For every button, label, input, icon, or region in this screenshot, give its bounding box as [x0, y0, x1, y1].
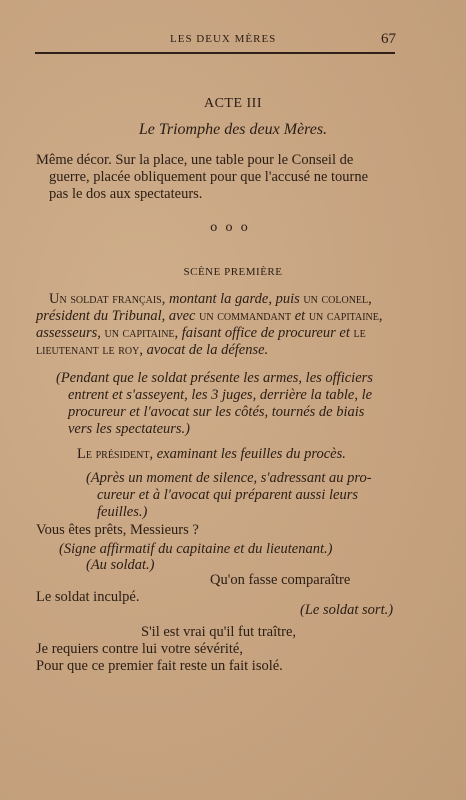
italic-text: assesseurs, — [36, 325, 105, 341]
dialogue-line: Pour que ce premier fait reste un fait isolé. — [36, 658, 283, 674]
stage-direction-line: (Au soldat.) — [86, 557, 155, 573]
running-header — [0, 31, 466, 49]
small-caps-text: un commandant — [199, 308, 295, 324]
stage-direction-line: procureur et l'avocat sur les côtés, tournés de biais — [68, 404, 365, 420]
stage-direction-line: (Le soldat sort.) — [300, 602, 394, 618]
stage-direction-line: (Pendant que le soldat présente les armes, les officiers — [56, 370, 373, 386]
small-caps-text: Un soldat français, — [49, 291, 169, 307]
ornament-separator: ooo — [210, 220, 256, 234]
small-caps-text: un capitaine, — [308, 308, 383, 324]
stage-direction-line: vers les spectateurs.) — [68, 421, 191, 437]
dialogue-line: Vous êtes prêts, Messieurs ? — [36, 522, 199, 538]
dialogue-line: Le soldat inculpé. — [36, 589, 140, 605]
decor-line: Même décor. Sur la place, une table pour le Conseil de — [36, 152, 354, 168]
stage-direction-line: feuilles.) — [97, 504, 148, 520]
decor-line: guerre, placée obliquement pour que l'accusé ne tourne — [49, 169, 369, 185]
speaker-line — [77, 446, 346, 463]
italic-text: examinant les feuilles du procès. — [156, 446, 346, 462]
small-caps-text: le — [353, 325, 366, 341]
stage-direction-line: (Après un moment de silence, s'adressant au pro- — [86, 470, 372, 486]
small-caps-text: lieutenant le roy, — [36, 342, 147, 358]
stage-direction-line: (Signe affirmatif du capitaine et du lieutenant.) — [59, 541, 333, 557]
cast-line — [36, 308, 382, 325]
act-subtitle: Le Triomphe des deux Mères. — [138, 121, 328, 138]
cast-line — [49, 291, 372, 308]
small-caps-text: Le président, — [77, 446, 157, 462]
page-number: 67 — [381, 31, 396, 47]
italic-text: montant la garde, puis — [169, 291, 304, 307]
stage-direction-line: entrent et s'asseyent, les 3 juges, derrière la table, le — [68, 387, 373, 403]
act-title: ACTE III — [203, 96, 263, 111]
running-title: LES DEUX MÈRES — [170, 33, 277, 45]
dialogue-line: Je requiers contre lui votre sévérité, — [36, 641, 243, 657]
italic-text: président du Tribunal, avec — [36, 308, 200, 324]
dialogue-line: Qu'on fasse comparaître — [210, 572, 351, 588]
decor-line: pas le dos aux spectateurs. — [49, 186, 203, 202]
scene-title: SCÈNE PREMIÈRE — [183, 266, 283, 278]
italic-text: et — [294, 308, 309, 324]
cast-line — [36, 325, 366, 342]
cast-line — [36, 342, 268, 359]
dialogue-line: S'il est vrai qu'il fut traître, — [141, 624, 297, 640]
small-caps-text: un capitaine, — [104, 325, 182, 341]
small-caps-text: un colonel, — [303, 291, 372, 307]
italic-text: avocat de la défense. — [146, 342, 269, 358]
header-rule — [35, 52, 395, 54]
stage-direction-line: cureur et à l'avocat qui préparent aussi leurs — [97, 487, 358, 503]
italic-text: faisant office de procureur et — [181, 325, 354, 341]
